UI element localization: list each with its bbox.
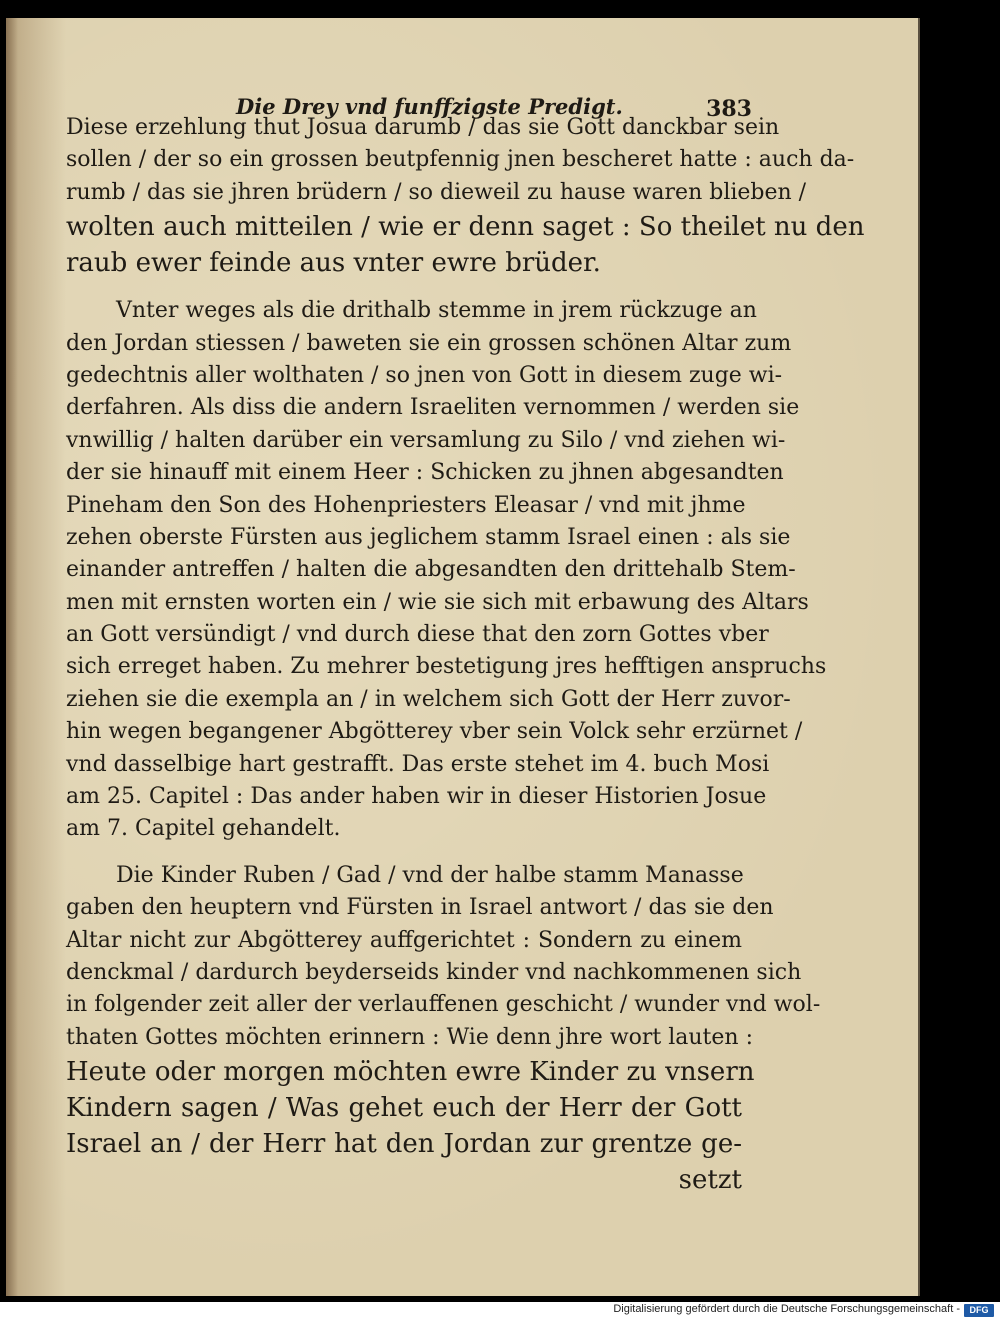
text-line: den Jordan stiessen / baweten sie ein grossen schönen Altar zum — [66, 330, 792, 356]
page-number: 383 — [706, 96, 752, 122]
text-line: derfahren. Als diss die andern Israeliten vernommen / werden sie — [66, 395, 800, 421]
text-line: ziehen sie die exempla an / in welchem sich Gott der Herr zuvor- — [66, 686, 791, 712]
text-line: sollen / der so ein grossen beutpfennig jnen bescheret hatte : auch da- — [66, 147, 855, 173]
catchword: setzt — [678, 1165, 742, 1196]
digitization-footer — [0, 1302, 1000, 1319]
text-line: Pineham den Son des Hohenpriesters Eleasar / vnd mit jhme — [66, 492, 746, 518]
text-line: einander antreffen / halten die abgesandten den drittehalb Stem- — [66, 557, 796, 583]
text-line: vnwillig / halten darüber ein versamlung zu Silo / vnd ziehen wi- — [66, 427, 786, 453]
text-line: Vnter weges als die drithalb stemme in jrem rückzuge an — [116, 298, 757, 324]
running-title: Die Drey vnd funffzigste Predigt. — [236, 94, 623, 119]
text-line: am 25. Capitel : Das ander haben wir in dieser Historien Josue — [66, 784, 767, 810]
text-line: gaben den heuptern vnd Fürsten in Israel antwort / das sie den — [66, 895, 774, 921]
text-line-emphasis: Kindern sagen / Was gehet euch der Herr der Gott — [66, 1093, 742, 1124]
paragraph-3 — [66, 860, 821, 1198]
funding-credit: Digitalisierung gefördert durch die Deutsche Forschungsgemeinschaft - — [613, 1303, 960, 1315]
paragraph-2 — [66, 295, 827, 846]
text-line: vnd dasselbige hart gestrafft. Das erste stehet im 4. buch Mosi — [66, 751, 770, 777]
text-line: Altar nicht zur Abgötterey auffgerichtet : Sondern zu einem — [66, 927, 742, 953]
text-line: Diese erzehlung thut Josua darumb / das sie Gott danckbar sein — [66, 115, 780, 140]
text-line: zehen oberste Fürsten aus jeglichem stamm Israel einen : als sie — [66, 524, 791, 550]
page-body — [66, 112, 865, 1198]
text-line: am 7. Capitel gehandelt. — [66, 816, 341, 842]
text-line-emphasis: Israel an / der Herr hat den Jordan zur grentze ge- — [66, 1129, 742, 1160]
text-line: men mit ernsten worten ein / wie sie sich mit erbawung des Altars — [66, 589, 809, 615]
text-line: gedechtnis aller wolthaten / so jnen von Gott in diesem zuge wi- — [66, 362, 783, 388]
text-line: in folgender zeit aller der verlauffenen geschicht / wunder vnd wol- — [66, 992, 821, 1018]
text-line: an Gott versündigt / vnd durch diese that den zorn Gottes vber — [66, 622, 769, 648]
text-line: hin wegen begangener Abgötterey vber sein Volck sehr erzürnet / — [66, 719, 803, 745]
text-line-emphasis: Heute oder morgen möchten ewre Kinder zu vnsern — [66, 1057, 755, 1088]
dfg-logo: DFG — [964, 1304, 994, 1317]
text-line: der sie hinauff mit einem Heer : Schicken zu jhnen abgesandten — [66, 460, 784, 486]
text-line-emphasis: wolten auch mitteilen / wie er denn saget : So theilet nu den — [66, 212, 865, 243]
page-inner-edge — [6, 18, 18, 1296]
text-line: rumb / das sie jhren brüdern / so dieweil zu hause waren blieben / — [66, 179, 807, 205]
text-line: Die Kinder Ruben / Gad / vnd der halbe stamm Manasse — [116, 862, 744, 888]
text-line: denckmal / dardurch beyderseids kinder vnd nachkommenen sich — [66, 959, 802, 985]
paragraph-1 — [66, 112, 865, 281]
text-line: thaten Gottes möchten erinnern : Wie denn jhre wort lauten : — [66, 1024, 753, 1050]
text-line-emphasis: raub ewer feinde aus vnter ewre brüder. — [66, 248, 601, 279]
text-line: sich erreget haben. Zu mehrer bestetigung jres hefftigen anspruchs — [66, 654, 827, 680]
